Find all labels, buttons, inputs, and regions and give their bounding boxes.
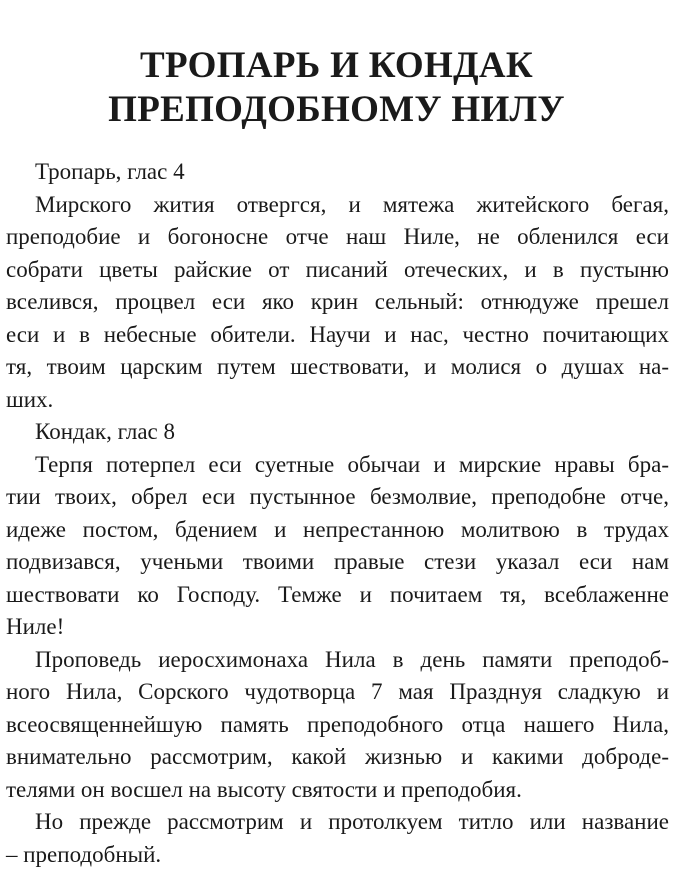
text-line: телями он восшел на высоту святости и преподобия.	[6, 774, 669, 807]
text-line: Ниле!	[6, 611, 669, 644]
text-line: Мирского жития отвергся, и мятежа житейского бегая,	[6, 189, 669, 222]
page-title-line-2: ПРЕПОДОБНОМУ НИЛУ	[0, 88, 673, 132]
text-line: ших.	[6, 384, 669, 417]
text-line: вселився, процвел еси яко крин сельный: отнюдуже прешел	[6, 286, 669, 319]
text-line: тя, твоим царским путем шествовати, и молися о душах на-	[6, 351, 669, 384]
text-line: Но прежде рассмотрим и протолкуем титло или название	[6, 806, 669, 839]
text-line: шествовати ко Господу. Темже и почитаем тя, всеблаженне	[6, 579, 669, 612]
page-title-line-1: ТРОПАРЬ И КОНДАК	[0, 44, 673, 88]
text-line: Кондак, глас 8	[6, 416, 669, 449]
text-line: преподобие и богоносне отче наш Ниле, не обленился еси	[6, 221, 669, 254]
text-line: внимательно рассмотрим, какой жизнью и какими доброде-	[6, 741, 669, 774]
text-line: тии твоих, обрел еси пустынное безмолвие, преподобне отче,	[6, 481, 669, 514]
text-line: еси и в небесные обители. Научи и нас, честно почитающих	[6, 319, 669, 352]
text-line: – преподобный.	[6, 839, 669, 871]
text-line: собрати цветы райские от писаний отеческих, и в пустыню	[6, 254, 669, 287]
text-line: идеже постом, бдением и непрестанною молитвою в трудах	[6, 514, 669, 547]
text-line: всеосвященнейшую память преподобного отца нашего Нила,	[6, 709, 669, 742]
text-line: Проповедь иеросхимонаха Нила в день памяти преподоб-	[6, 644, 669, 677]
text-line: подвизався, ученьми твоими правые стези указал еси нам	[6, 546, 669, 579]
text-line: Терпя потерпел еси суетные обычаи и мирские нравы бра-	[6, 449, 669, 482]
text-line: ного Нила, Сорского чудотворца 7 мая Празднуя сладкую и	[6, 676, 669, 709]
text-line: Тропарь, глас 4	[6, 156, 669, 189]
document-body	[6, 156, 669, 871]
